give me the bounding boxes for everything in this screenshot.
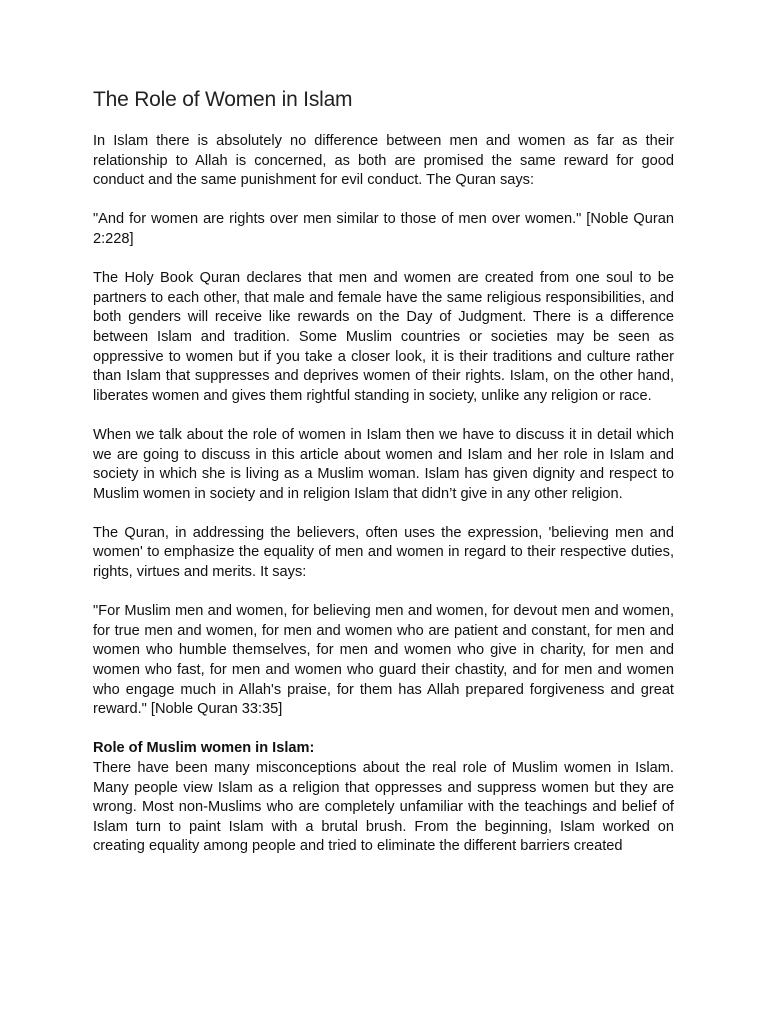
section-heading: Role of Muslim women in Islam: [93,740,315,757]
paragraph-role-discussion: When we talk about the role of women in Islam then we have to discuss it in detail which we are going to discuss in this article about women and Islam and her role in Islam and society in which she is living as a Muslim woman. Islam has given dignity and respect to Muslim women in society and in religion Islam that didn’t give in any other religion. [93,426,674,502]
paragraph-holy-book: The Holy Book Quran declares that men and women are created from one soul to be partners to each other, that male and female have the same religious responsibilities, and both genders will receive like rewards on the Day of Judgment. There is a difference between Islam and tradition. Some Muslim countries or societies may be seen as oppressive to women but if you take a closer look, it is their traditions and culture rather than Islam that suppresses and deprives women of their rights. Islam, on the other hand, liberates women and gives them rightful standing in society, unlike any religion or race. [93,270,674,404]
document-title: The Role of Women in Islam [93,88,353,111]
paragraph-believers: The Quran, in addressing the believers, often uses the expression, 'believing men and women' to emphasize the equality of men and women in regard to their respective duties, rights, virtues and merits. It says: [93,524,674,581]
paragraph-intro: In Islam there is absolutely no difference between men and women as far as their relationship to Allah is concerned, as both are promised the same reward for good conduct and the same punishment for evil conduct. The Quran says: [93,133,674,189]
document-page [93,86,674,877]
quote-quran-33-35: "For Muslim men and women, for believing men and women, for devout men and women, for true men and women, for men and women who are patient and constant, for men and women who humble themselves, for men and women who give in charity, for men and women who fast, for men and women who guard their chastity, and for men and women who engage much in Allah's praise, for them has Allah prepared forgiveness and great reward." [Noble Quran 33:35] [93,603,674,718]
quote-quran-2-228: "And for women are rights over men similar to those of men over women." [Noble Quran 2:228] [93,211,674,247]
paragraph-misconceptions: There have been many misconceptions about the real role of Muslim women in Islam. Many people view Islam as a religion that oppresses and suppress women but they are wrong. Most non-Muslims who are completely unfamiliar with the teachings and belief of Islam turn to paint Islam with a brutal brush. From the beginning, Islam worked on creating equality among people and tried to eliminate the different barriers created [93,760,674,855]
